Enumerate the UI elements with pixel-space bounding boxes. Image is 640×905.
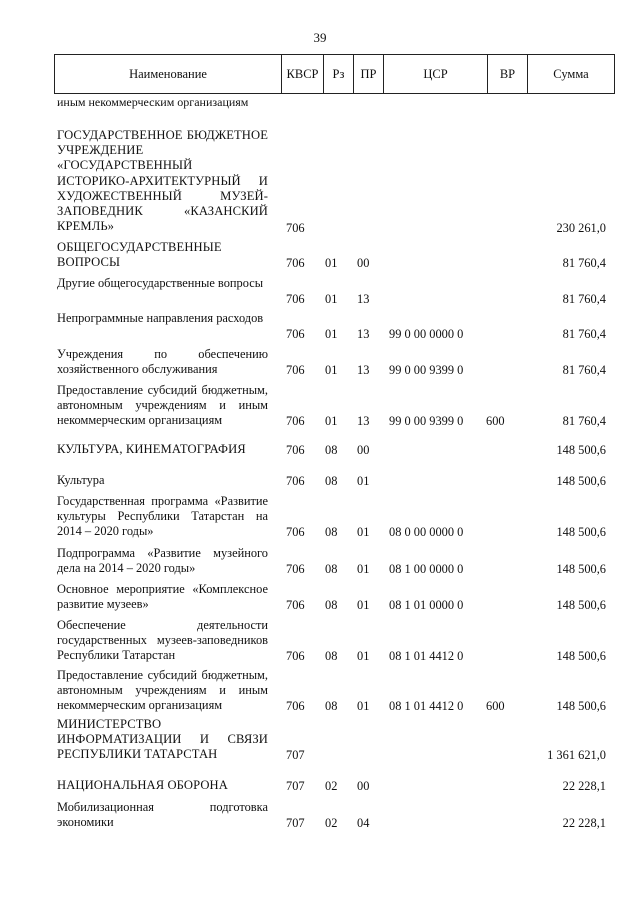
column-header-name: Наименование <box>55 55 282 94</box>
row-name: Подпрограмма «Развитие музейного дела на 2014 – 2020 годы» <box>57 546 268 576</box>
row-kvsr: 706 <box>286 292 305 306</box>
row-csr: 99 0 00 0000 0 <box>389 327 464 341</box>
row-rz: 08 <box>325 598 338 612</box>
row-sum: 81 760,4 <box>562 414 606 428</box>
row-rz: 01 <box>325 327 338 341</box>
row-kvsr: 706 <box>286 474 305 488</box>
row-sum: 148 500,6 <box>556 562 606 576</box>
row-rz: 01 <box>325 363 338 377</box>
page-number: 39 <box>313 30 327 45</box>
table-row <box>0 668 640 714</box>
row-rz: 08 <box>325 474 338 488</box>
table-row <box>0 311 640 342</box>
row-rz: 01 <box>325 256 338 270</box>
row-kvsr: 706 <box>286 562 305 576</box>
column-header-csr: ЦСР <box>384 55 488 94</box>
row-pr: 00 <box>357 443 370 457</box>
row-name: Другие общегосударственные вопросы <box>57 276 264 290</box>
row-sum: 148 500,6 <box>556 649 606 663</box>
row-pr: 01 <box>357 474 370 488</box>
table-row <box>0 347 640 378</box>
row-sum: 22 228,1 <box>562 779 606 793</box>
row-kvsr: 706 <box>286 699 305 713</box>
row-name: Предоставление субсидий бюджетным, автономным учреждениям и иным некоммерческим организациям <box>57 383 268 428</box>
row-pr: 00 <box>357 256 370 270</box>
row-pr: 01 <box>357 649 370 663</box>
row-sum: 148 500,6 <box>556 443 606 457</box>
row-name: Основное мероприятие «Комплексное развитие музеев» <box>57 582 268 612</box>
row-name: Непрограммные направления расходов <box>57 311 264 325</box>
row-rz: 02 <box>325 779 338 793</box>
row-sum: 81 760,4 <box>562 256 606 270</box>
row-sum: 148 500,6 <box>556 598 606 612</box>
row-pr: 00 <box>357 779 370 793</box>
row-rz: 08 <box>325 443 338 457</box>
row-rz: 08 <box>325 649 338 663</box>
row-sum: 22 228,1 <box>562 816 606 830</box>
table-row <box>0 800 640 831</box>
row-name: МИНИСТЕРСТВО ИНФОРМАТИЗАЦИИ И СВЯЗИ РЕСПУБЛИКИ ТАТАРСТАН <box>57 717 268 762</box>
row-kvsr: 706 <box>286 363 305 377</box>
row-pr: 01 <box>357 562 370 576</box>
row-csr: 08 1 00 0000 0 <box>389 562 464 576</box>
table-header <box>54 54 615 94</box>
row-sum: 148 500,6 <box>556 699 606 713</box>
row-rz: 08 <box>325 562 338 576</box>
row-sum: 1 361 621,0 <box>547 748 606 762</box>
row-sum: 81 760,4 <box>562 292 606 306</box>
row-vr: 600 <box>486 414 505 428</box>
row-name: Мобилизационная подготовка экономики <box>57 800 268 830</box>
row-rz: 02 <box>325 816 338 830</box>
column-header-sum: Сумма <box>528 55 615 94</box>
row-pr: 04 <box>357 816 370 830</box>
row-pr: 13 <box>357 292 370 306</box>
row-name: Государственная программа «Развитие культуры Республики Татарстан на 2014 – 2020 годы» <box>57 494 268 539</box>
table-row <box>0 128 640 236</box>
row-csr: 08 1 01 0000 0 <box>389 598 464 612</box>
table-row <box>0 778 640 794</box>
row-pr: 13 <box>357 327 370 341</box>
row-name: Учреждения по обеспечению хозяйственного обслуживания <box>57 347 268 377</box>
table-row <box>0 473 640 489</box>
row-pr: 01 <box>357 699 370 713</box>
table-row <box>0 383 640 429</box>
row-kvsr: 707 <box>286 748 305 762</box>
row-kvsr: 706 <box>286 414 305 428</box>
row-kvsr: 707 <box>286 816 305 830</box>
row-csr: 99 0 00 9399 0 <box>389 363 464 377</box>
row-pr: 01 <box>357 598 370 612</box>
row-rz: 08 <box>325 525 338 539</box>
row-kvsr: 706 <box>286 221 305 235</box>
row-name: ОБЩЕГОСУДАРСТВЕННЫЕ ВОПРОСЫ <box>57 240 222 270</box>
table-row <box>0 582 640 613</box>
row-name: Культура <box>57 473 105 487</box>
row-name: ГОСУДАРСТВЕННОЕ БЮДЖЕТНОЕ УЧРЕЖДЕНИЕ «ГОСУДАРСТВЕННЫЙ ИСТОРИКО-АРХИТЕКТУРНЫЙ И ХУДОЖЕСТВЕННЫЙ МУЗЕЙ-ЗАПОВЕДНИК «КАЗАНСКИЙ КРЕМЛЬ» <box>57 128 268 234</box>
table-row <box>0 276 640 307</box>
column-header-rz: Рз <box>324 55 354 94</box>
row-csr: 99 0 00 9399 0 <box>389 414 464 428</box>
row-name: Обеспечение деятельности государственных музеев-заповедников Республики Татарстан <box>57 618 268 663</box>
row-sum: 148 500,6 <box>556 525 606 539</box>
row-name: Предоставление субсидий бюджетным, автономным учреждениям и иным некоммерческим организациям <box>57 668 268 713</box>
row-csr: 08 0 00 0000 0 <box>389 525 464 539</box>
table-row <box>0 442 640 458</box>
row-rz: 01 <box>325 292 338 306</box>
table-row <box>0 717 640 763</box>
row-sum: 81 760,4 <box>562 363 606 377</box>
row-name: КУЛЬТУРА, КИНЕМАТОГРАФИЯ <box>57 442 246 456</box>
row-kvsr: 706 <box>286 525 305 539</box>
row-csr: 08 1 01 4412 0 <box>389 699 464 713</box>
table-row <box>0 618 640 664</box>
row-sum: 230 261,0 <box>556 221 606 235</box>
table-row <box>0 240 640 271</box>
column-header-pr: ПР <box>354 55 384 94</box>
row-kvsr: 706 <box>286 598 305 612</box>
row-sum: 148 500,6 <box>556 474 606 488</box>
row-pr: 01 <box>357 525 370 539</box>
continuation-text: иным некоммерческим организациям <box>57 95 249 109</box>
row-kvsr: 706 <box>286 443 305 457</box>
row-rz: 01 <box>325 414 338 428</box>
row-sum: 81 760,4 <box>562 327 606 341</box>
row-csr: 08 1 01 4412 0 <box>389 649 464 663</box>
column-header-vr: ВР <box>488 55 528 94</box>
column-header-kvsr: КВСР <box>282 55 324 94</box>
row-kvsr: 706 <box>286 327 305 341</box>
row-name: НАЦИОНАЛЬНАЯ ОБОРОНА <box>57 778 228 792</box>
row-pr: 13 <box>357 363 370 377</box>
row-kvsr: 707 <box>286 779 305 793</box>
table-row <box>0 546 640 577</box>
row-vr: 600 <box>486 699 505 713</box>
row-kvsr: 706 <box>286 256 305 270</box>
row-kvsr: 706 <box>286 649 305 663</box>
row-rz: 08 <box>325 699 338 713</box>
table-row <box>0 494 640 540</box>
row-pr: 13 <box>357 414 370 428</box>
